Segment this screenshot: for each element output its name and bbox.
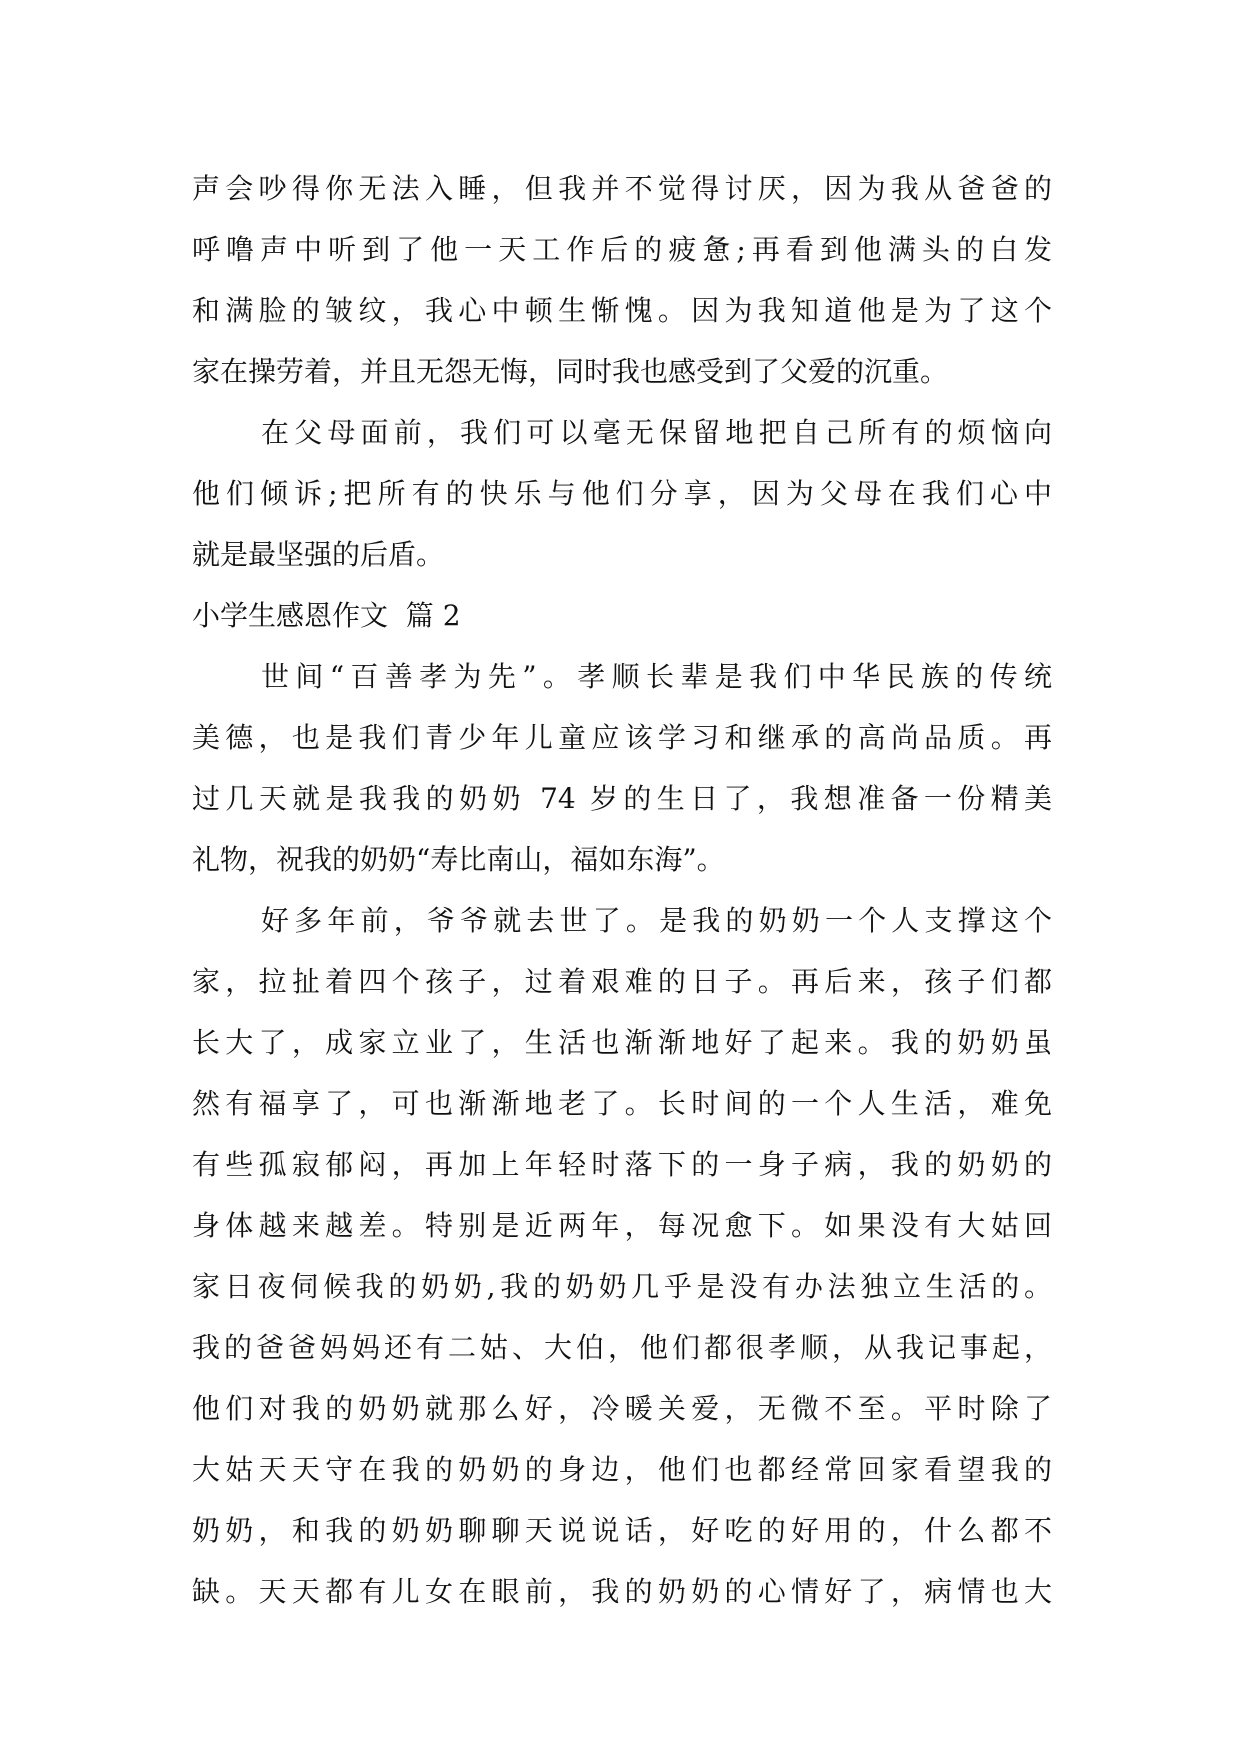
text-line: 家在操劳着，并且无怨无悔，同时我也感受到了父爱的沉重。	[192, 355, 949, 388]
text-line: 他们对我的奶奶就那么好，冷暖关爱，无微不至。平时除了	[192, 1392, 1052, 1425]
text-line: 长大了，成家立业了，生活也渐渐地好了起来。我的奶奶虽	[192, 1026, 1052, 1059]
text-line: 奶奶，和我的奶奶聊聊天说说话，好吃的好用的，什么都不	[192, 1514, 1052, 1547]
text-line: 身体越来越差。特别是近两年，每况愈下。如果没有大姑回	[192, 1209, 1052, 1242]
text-line: 他们倾诉;把所有的快乐与他们分享，因为父母在我们心中	[192, 477, 1052, 510]
text-line: 和满脸的皱纹，我心中顿生惭愧。因为我知道他是为了这个	[192, 294, 1052, 327]
essay-body	[192, 158, 1052, 1622]
text-line: 缺。天天都有儿女在眼前，我的奶奶的心情好了，病情也大	[192, 1575, 1052, 1608]
text-line: 在父母面前，我们可以毫无保留地把自己所有的烦恼向	[261, 416, 1052, 449]
paragraph	[192, 402, 1052, 585]
text-line: 好多年前，爷爷就去世了。是我的奶奶一个人支撑这个	[261, 904, 1052, 937]
paragraph-continuation	[192, 158, 1052, 402]
text-line: 礼物，祝我的奶奶“寿比南山，福如东海”。	[192, 843, 725, 876]
text-line: 过几天就是我我的奶奶 74 岁的生日了，我想准备一份精美	[192, 782, 1052, 815]
text-line: 然有福享了，可也渐渐地老了。长时间的一个人生活，难免	[192, 1087, 1052, 1120]
text-line: 我的爸爸妈妈还有二姑、大伯，他们都很孝顺，从我记事起，	[192, 1331, 1052, 1364]
text-line: 呼噜声中听到了他一天工作后的疲惫;再看到他满头的白发	[192, 233, 1052, 266]
text-line: 有些孤寂郁闷，再加上年轻时落下的一身子病，我的奶奶的	[192, 1148, 1052, 1181]
text-line: 世间“百善孝为先”。孝顺长辈是我们中华民族的传统	[261, 660, 1052, 693]
text-line: 美德，也是我们青少年儿童应该学习和继承的高尚品质。再	[192, 721, 1052, 754]
text-line: 大姑天天守在我的奶奶的身边，他们也都经常回家看望我的	[192, 1453, 1052, 1486]
text-line: 家，拉扯着四个孩子，过着艰难的日子。再后来，孩子们都	[192, 965, 1052, 998]
paragraph	[192, 646, 1052, 890]
paragraph	[192, 890, 1052, 1622]
section-heading: 小学生感恩作文 篇 2	[192, 599, 461, 632]
text-line: 声会吵得你无法入睡，但我并不觉得讨厌，因为我从爸爸的	[192, 172, 1052, 205]
text-line: 就是最坚强的后盾。	[192, 538, 445, 571]
text-line: 家日夜伺候我的奶奶,我的奶奶几乎是没有办法独立生活的。	[192, 1270, 1052, 1303]
